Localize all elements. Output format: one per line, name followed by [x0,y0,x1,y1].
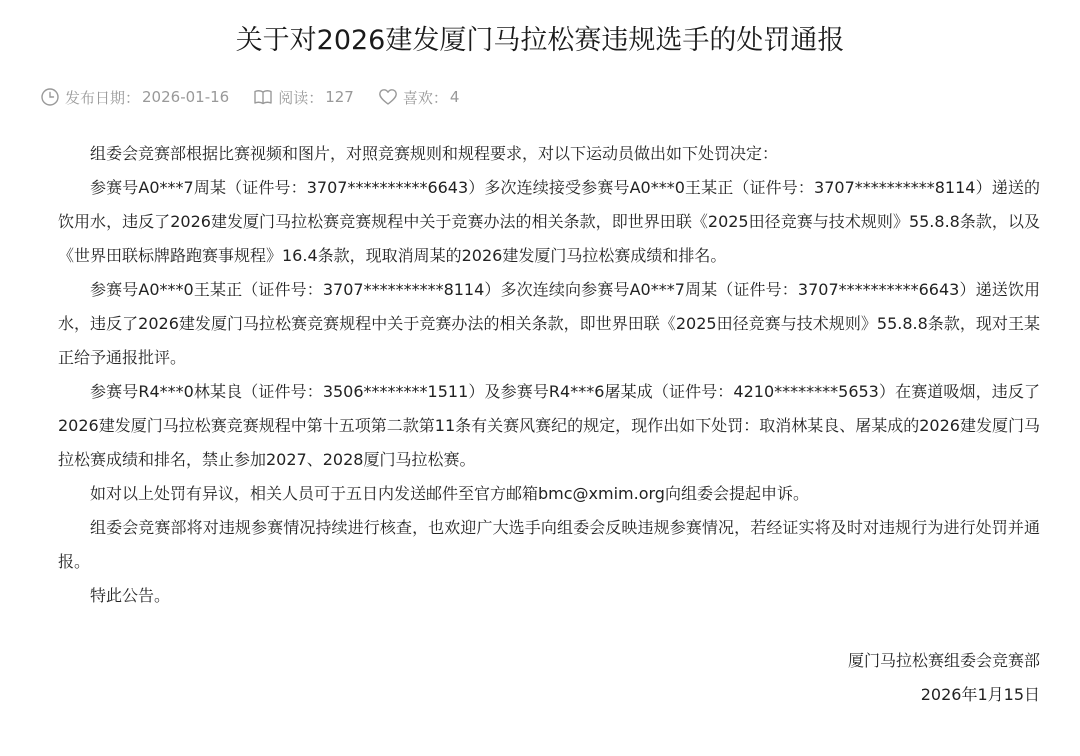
paragraph-closing: 特此公告。 [90,586,171,605]
read-count [253,87,354,108]
signature-org: 厦门马拉松赛组委会竞赛部 [847,651,1040,670]
like-button[interactable] [378,87,460,108]
article-meta [40,86,483,108]
read-count-value: 127 [325,88,354,106]
like-count-label: 喜欢： [402,88,448,107]
paragraph-review: 组委会竞赛部将对违规参赛情况持续进行核查，也欢迎广大选手向组委会反映违规参赛情况，若经证实将及时对违规行为进行处罚并通报。 [58,518,1040,571]
paragraph-appeal: 如对以上处罚有异议，相关人员可于五日内发送邮件至官方邮箱bmc@xmim.org向组委会提起申诉。 [90,484,809,503]
paragraph-penalty-zhou: 参赛号A0***7周某（证件号：3707**********6643）多次连续接受参赛号A0***0王某正（证件号：3707**********8114）递送的饮用水，违反了2026建发厦门马拉松赛竞赛规程中关于竞赛办法的相关条款，即世界田联《2025田径竞赛与技术规则》55.8.8条款，以及《世界田联标牌路跑赛事规程》16.4条款，现取消周某的2026建发厦门马拉松赛成绩和排名。 [58,178,1040,265]
publish-date [40,87,229,108]
publish-date-label: 发布日期： [65,88,141,107]
article-body [58,137,1040,613]
signature-block [640,644,1040,712]
read-count-label: 阅读： [278,88,324,107]
paragraph-penalty-wang: 参赛号A0***0王某正（证件号：3707**********8114）多次连续向参赛号A0***7周某（证件号：3707**********6643）递送饮用水，违反了2026建发厦门马拉松赛竞赛规程中关于竞赛办法的相关条款，即世界田联《2025田径竞赛与技术规则》55.8.8条款，现对王某正给予通报批评。 [58,280,1040,367]
paragraph-intro: 组委会竞赛部根据比赛视频和图片，对照竞赛规则和规程要求，对以下运动员做出如下处罚决定： [90,144,779,163]
clock-icon [40,87,60,107]
paragraph-penalty-smoking: 参赛号R4***0林某良（证件号：3506********1511）及参赛号R4***6屠某成（证件号：4210********5653）在赛道吸烟，违反了2026建发厦门马拉松赛竞赛规程中第十五项第二款第11条有关赛风赛纪的规定，现作出如下处罚：取消林某良、屠某成的2026建发厦门马拉松赛成绩和排名，禁止参加2027、2028厦门马拉松赛。 [58,382,1040,469]
publish-date-value: 2026-01-16 [142,88,230,106]
book-icon [253,87,273,107]
signature-date: 2026年1月15日 [920,685,1040,704]
heart-icon[interactable] [378,87,398,107]
like-count-value: 4 [449,88,460,106]
page-title: 关于对2026建发厦门马拉松赛违规选手的处罚通报 [235,25,845,56]
